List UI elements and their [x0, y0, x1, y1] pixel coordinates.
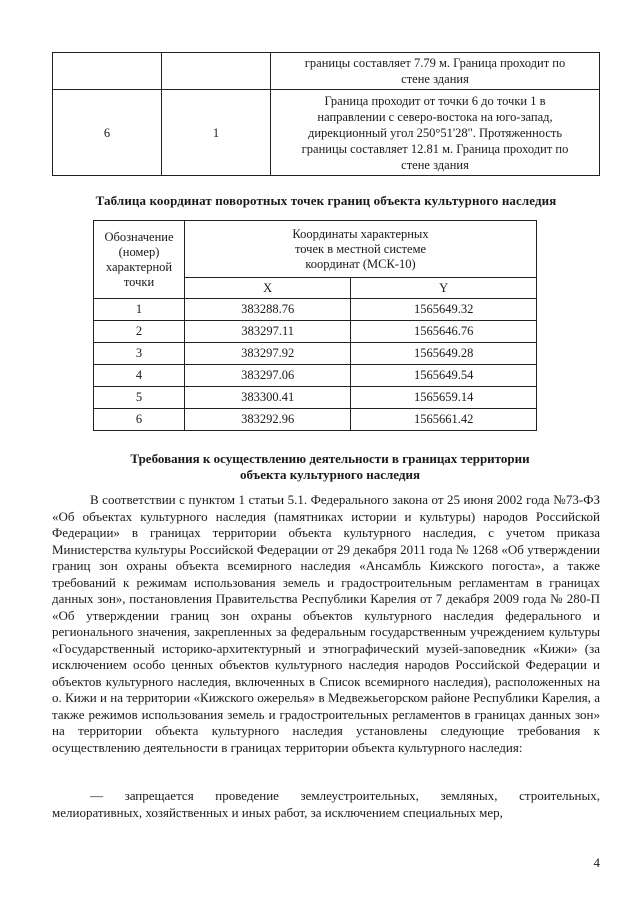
x-header-cell: X: [185, 278, 351, 299]
x-cell: 383297.06: [185, 365, 351, 387]
description-line: направлении с северо-востока на юго-запад,: [317, 109, 553, 124]
from-point-cell: 6: [53, 90, 162, 176]
coordinates-table-title: Таблица координат поворотных точек границ объекта культурного наследия: [95, 193, 557, 208]
x-cell: 383288.76: [185, 299, 351, 321]
x-cell: 383297.92: [185, 343, 351, 365]
table-row: [94, 299, 537, 321]
description-line: границы составляет 12.81 м. Граница проходит по: [301, 141, 569, 156]
table-row: [94, 365, 537, 387]
coordinates-table: [93, 220, 537, 431]
point-cell: 4: [94, 365, 185, 387]
point-header-cell: [94, 221, 185, 299]
table-header-row: [94, 221, 537, 278]
requirements-paragraph: В соответствии с пунктом 1 статьи 5.1. Федерального закона от 25 июня 2002 года №73-ФЗ «Об объектах культурного наследия (памятниках истории и культуры) народов Российской Федерации» в границах территории объекта культурного наследия, с учетом приказа Министерства культуры Российской Федерации от 29 декабря 2011 года № 1268 «Об утверждении границ зон охраны объекта всемирного наследия «Ансамбль Кижского погоста», а также требований к режимам использования земель и градостроительным регламентам в границах данных зон», постановления Правительства Республики Карелия от 7 декабря 2009 года № 280-П «Об утверждении границ зон охраны объектов культурного наследия федерального и регионального значения, закрепленных за федеральным государственным учреждением культуры «Государственный историко-архитектурный и этнографический музей-заповедник «Кижи» (за исключением особо ценных объектов культурного наследия народов Российской Федерации и объектов культурного наследия, включенных в Список всемирного наследия), расположенных на о. Кижи и на территории «Кижского ожерелья» в Медвежьегорском районе Республики Карелия, а также режимов использования земель и градостроительных регламентов в границах данных зон» на территории объекта культурного наследия установлены следующие требования к осуществлению деятельности в границах территории объекта культурного наследия:: [52, 492, 600, 755]
table-row: [94, 387, 537, 409]
description-line: стене здания: [401, 157, 469, 172]
point-cell: 3: [94, 343, 185, 365]
page-number: 4: [593, 855, 600, 870]
y-cell: 1565649.54: [351, 365, 537, 387]
y-cell: 1565649.32: [351, 299, 537, 321]
description-line: дирекционный угол 250°51'28". Протяженность: [307, 125, 563, 140]
coords-header-cell: [185, 221, 537, 278]
header-line: (номер): [118, 244, 160, 259]
point-cell: 2: [94, 321, 185, 343]
point-cell: 6: [94, 409, 185, 431]
table-row: [53, 90, 600, 176]
y-cell: 1565661.42: [351, 409, 537, 431]
y-header-cell: Y: [351, 278, 537, 299]
table-row: [94, 343, 537, 365]
header-line: точки: [123, 274, 155, 289]
requirements-title: [80, 451, 580, 483]
x-cell: 383300.41: [185, 387, 351, 409]
table-row: [94, 321, 537, 343]
point-cell: 5: [94, 387, 185, 409]
description-line: стене здания: [401, 72, 469, 86]
header-line: Координаты характерных: [292, 226, 429, 241]
header-line: характерной: [105, 259, 173, 274]
x-cell: 383297.11: [185, 321, 351, 343]
boundary-description-table: [52, 52, 600, 176]
y-cell: 1565659.14: [351, 387, 537, 409]
header-line: точек в местной системе: [294, 241, 427, 256]
description-cell: [271, 90, 600, 176]
to-point-cell: [162, 53, 271, 90]
x-cell: 383292.96: [185, 409, 351, 431]
requirements-title-line: объекта культурного наследия: [240, 467, 420, 482]
description-cell: [271, 53, 600, 90]
table-row: [53, 53, 600, 90]
description-line: Граница проходит от точки 6 до точки 1 в: [324, 93, 546, 108]
requirements-title-line: Требования к осуществлению деятельности в границах территории: [130, 451, 530, 466]
header-line: координат (МСК-10): [305, 256, 416, 271]
header-line: Обозначение: [104, 229, 174, 244]
point-cell: 1: [94, 299, 185, 321]
from-point-cell: [53, 53, 162, 90]
y-cell: 1565646.76: [351, 321, 537, 343]
table-row: [94, 409, 537, 431]
requirements-bullet: — запрещается проведение землеустроительных, земляных, строительных, мелиоративных, хозяйственных и иных работ, за исключением специальных мер,: [52, 788, 600, 820]
description-line: границы составляет 7.79 м. Граница проходит по: [304, 56, 566, 70]
y-cell: 1565649.28: [351, 343, 537, 365]
to-point-cell: 1: [162, 90, 271, 176]
